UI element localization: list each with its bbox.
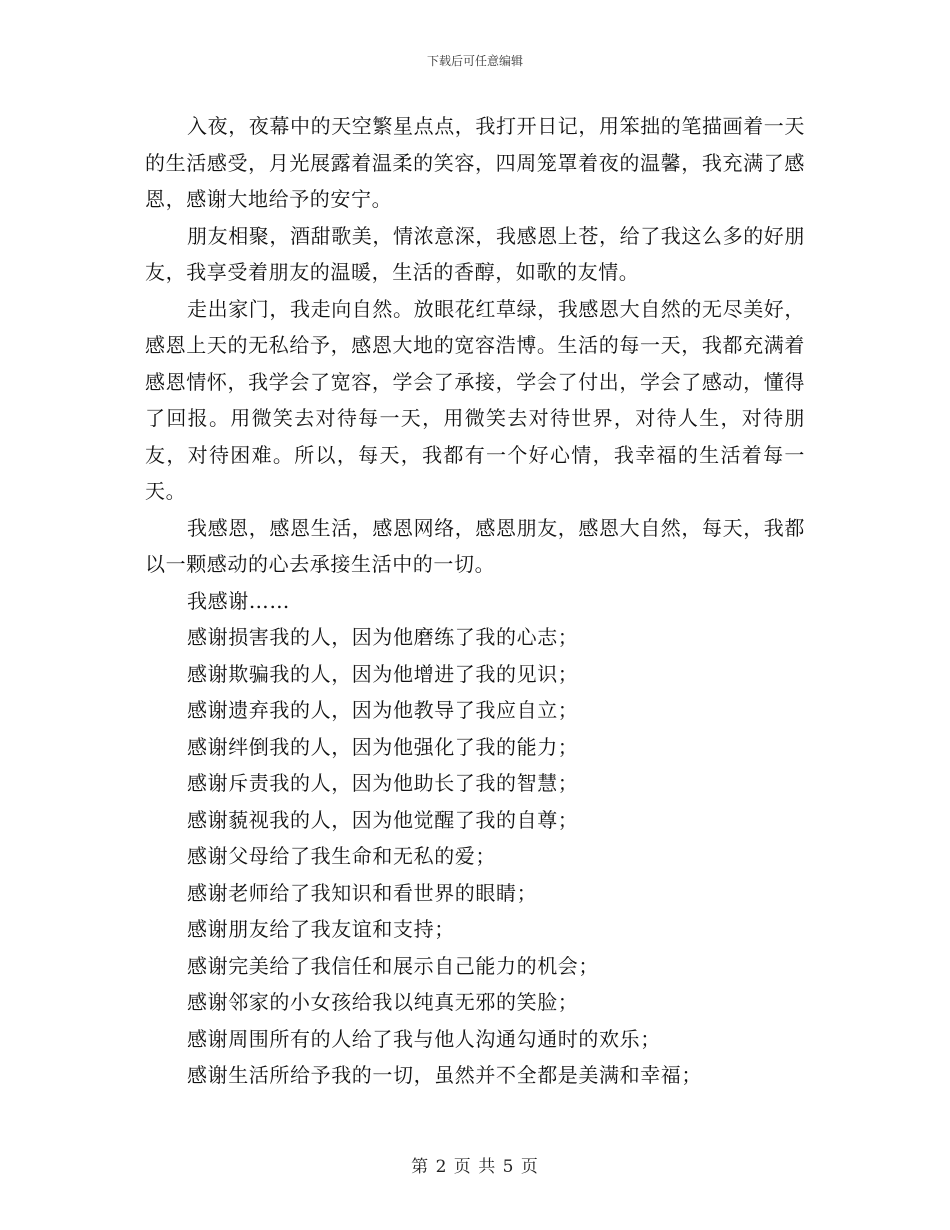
thanks-line: 感谢遗弃我的人，因为他教导了我应自立；	[187, 698, 579, 722]
thanks-line: 感谢完美给了我信任和展示自己能力的机会；	[187, 953, 599, 978]
thanks-line: 感谢老师给了我知识和看世界的眼睛；	[187, 880, 538, 905]
page-number-footer: 第 2 页 共 5 页	[411, 1157, 539, 1177]
thanks-line: 感谢父母给了我生命和无私的爱；	[187, 844, 496, 868]
thanks-line: 感谢周围所有的人给了我与他人沟通勾通时的欢乐；	[187, 1026, 661, 1051]
thanks-intro: 我感谢……	[187, 588, 290, 613]
thanks-line: 感谢斥责我的人，因为他助长了我的智慧；	[187, 771, 579, 795]
paragraph-nature: 走出家门，我走向自然。放眼花红草绿，我感恩大自然的无尽美好，感恩上天的无私给予，感恩大地的宽容浩博。生活的每一天，我都充满着感恩情怀，我学会了宽容，学会了承接，学会了付出，学会了感动，懂得了回报。用微笑去对待每一天，用微笑去对待世界，对待人生，对待朋友，对待困难。所以，每天，我都有一个好心情，我幸福的生活着每一天。	[145, 296, 805, 503]
thanks-line: 感谢绊倒我的人，因为他强化了我的能力；	[187, 734, 579, 759]
paragraph-gratitude: 我感恩，感恩生活，感恩网络，感恩朋友，感恩大自然，每天，我都以一颗感动的心去承接生活中的一切。	[145, 515, 805, 576]
thanks-line: 感谢朋友给了我友谊和支持；	[187, 917, 455, 941]
paragraph-night-diary: 入夜，夜幕中的天空繁星点点，我打开日记，用笨拙的笔描画着一天的生活感受，月光展露着温柔的笑容，四周笼罩着夜的温馨，我充满了感恩，感谢大地给予的安宁。	[145, 114, 805, 211]
thanks-line: 感谢邻家的小女孩给我以纯真无邪的笑脸；	[187, 990, 579, 1014]
thanks-line: 感谢损害我的人，因为他磨练了我的心志；	[187, 625, 579, 649]
paragraph-friends-gathering: 朋友相聚，酒甜歌美，情浓意深，我感恩上苍，给了我这么多的好朋友，我享受着朋友的温暖，生活的香醇，如歌的友情。	[145, 223, 805, 284]
thanks-line: 感谢欺骗我的人，因为他增进了我的见识；	[187, 661, 579, 686]
thanks-line: 感谢藐视我的人，因为他觉醒了我的自尊；	[187, 807, 579, 832]
thanks-line: 感谢生活所给予我的一切，虽然并不全都是美满和幸福；	[187, 1063, 702, 1087]
document-body	[145, 108, 805, 1094]
page-header: 下载后可任意编辑	[426, 54, 523, 68]
